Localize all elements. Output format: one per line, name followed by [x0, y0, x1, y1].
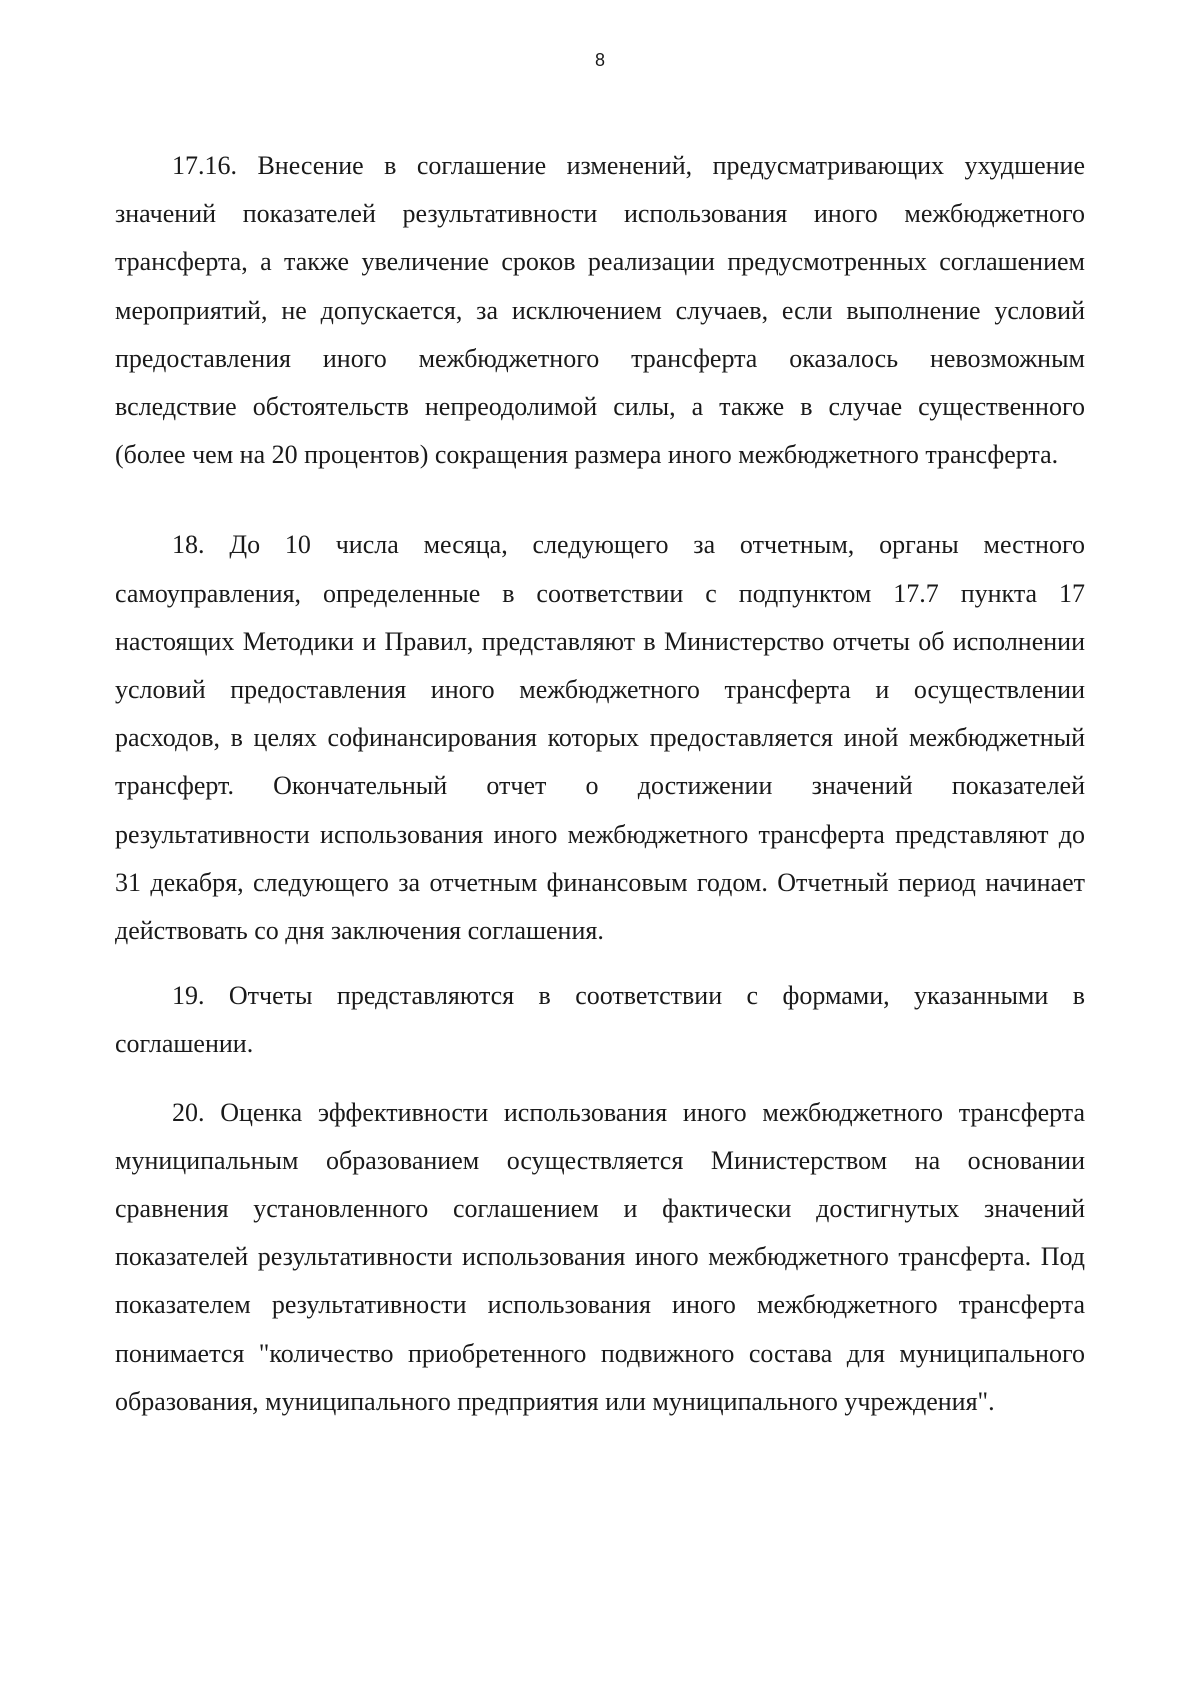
- paragraph-19: 19. Отчеты представляются в соответствии с формами, указанными в соглашении.: [115, 981, 1085, 1059]
- paragraph-18: 18. До 10 числа месяца, следующего за отчетным, органы местного самоуправления, определенные в соответствии с подпунктом 17.7 пункта 17 настоящих Методики и Правил, представляют в Министерство отчеты об исполнении условий предоставления иного межбюджетного трансферта и осуществлении расходов, в целях софинансирования которых предоставляется иной межбюджетный трансферт. Окончательный отчет о достижении значений показателей результативности использования иного межбюджетного трансферта представляют до 31 декабря, следующего за отчетным финансовым годом. Отчетный период начинает действовать со дня заключения соглашения.: [115, 530, 1085, 946]
- page-number: 8: [594, 50, 605, 70]
- paragraph-17-16: 17.16. Внесение в соглашение изменений, предусматривающих ухудшение значений показателей результативности использования иного межбюджетного трансферта, а также увеличение сроков реализации предусмотренных соглашением мероприятий, не допускается, за исключением случаев, если выполнение условий предоставления иного межбюджетного трансферта оказалось невозможным вследствие обстоятельств непреодолимой силы, а также в случае существенного (более чем на 20 процентов) сокращения размера иного межбюджетного трансферта.: [115, 151, 1085, 470]
- paragraph-20: 20. Оценка эффективности использования иного межбюджетного трансферта муниципальным образованием осуществляется Министерством на основании сравнения установленного соглашением и фактически достигнутых значений показателей результативности использования иного межбюджетного трансферта. Под показателем результативности использования иного межбюджетного трансферта понимается "количество приобретенного подвижного состава для муниципального образования, муниципального предприятия или муниципального учреждения".: [115, 1097, 1085, 1416]
- document-body: [115, 142, 1085, 1426]
